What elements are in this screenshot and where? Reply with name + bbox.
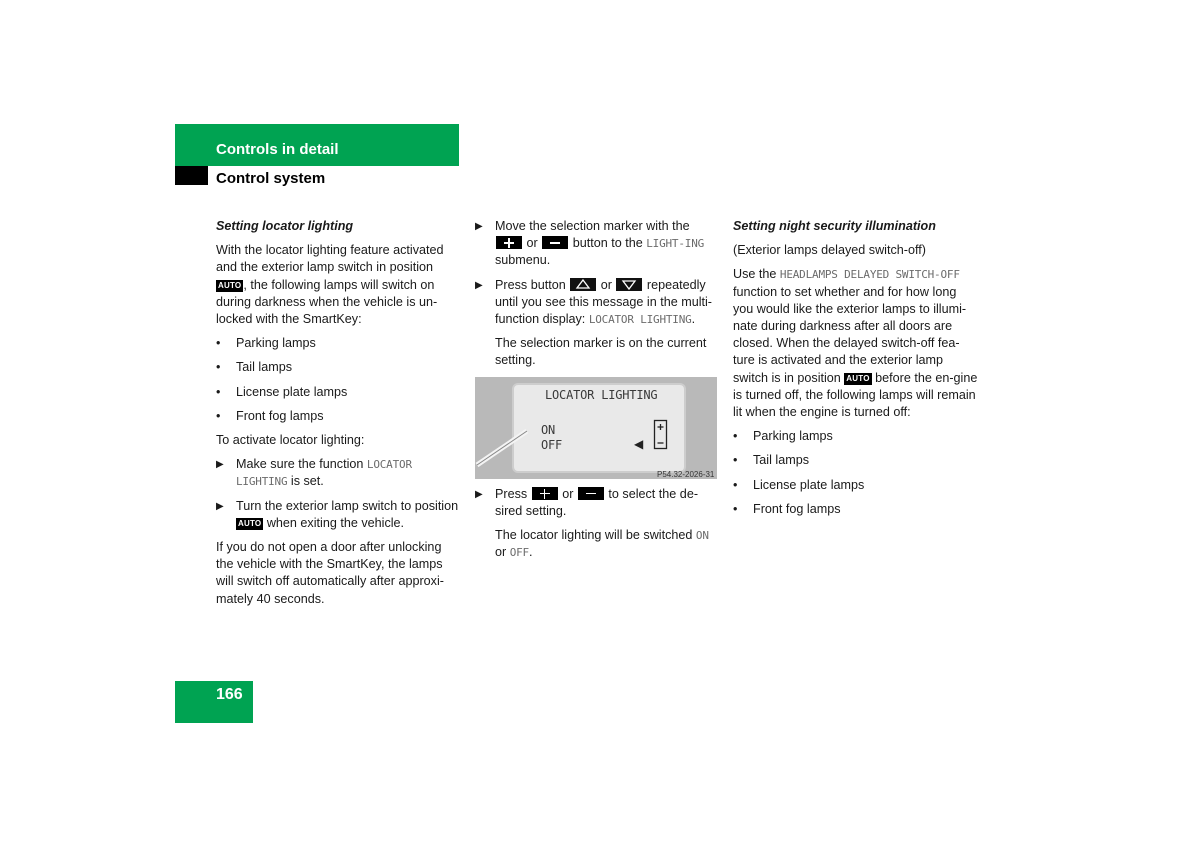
body-paragraph: Use the HEADLAMPS DELAYED SWITCH-OFF function to set whether and for how long you would like the exterior lamps to illumi-nate during darkness after all doors are closed. When the delayed switch-off fea-ture is activated and the exterior lamp switch is in position AUTO before the en-gine is turned off, the following lamps will remain lit when the engine is turned off: bbox=[733, 267, 978, 420]
list-item: • Tail lamps bbox=[216, 360, 292, 375]
display-option-off: OFF bbox=[541, 437, 563, 452]
auto-icon: AUTO bbox=[218, 280, 242, 290]
header-tab-marker bbox=[175, 166, 208, 185]
list-item: • License plate lamps bbox=[733, 477, 865, 492]
list-item: • Parking lamps bbox=[733, 429, 833, 444]
result-paragraph: The locator lighting will be switched ON or OFF. bbox=[495, 528, 709, 560]
list-item: • Front fog lamps bbox=[216, 408, 324, 423]
section-subtitle: Control system bbox=[216, 170, 326, 187]
heading-locator-lighting: Setting locator lighting bbox=[216, 219, 354, 233]
scroll-indicator-icon bbox=[653, 419, 669, 451]
list-item: • License plate lamps bbox=[216, 384, 348, 399]
up-button-icon bbox=[570, 278, 596, 291]
auto-icon: AUTO bbox=[238, 518, 262, 528]
display-option-on: ON bbox=[541, 422, 556, 437]
selection-marker-icon: ◀ bbox=[634, 436, 644, 451]
triangle-bullet-icon: ▶ bbox=[216, 459, 224, 471]
minus-button-icon bbox=[578, 487, 604, 500]
activate-label: To activate locator lighting: bbox=[216, 433, 365, 448]
pointer-stick-icon bbox=[475, 425, 531, 469]
triangle-bullet-icon: ▶ bbox=[475, 279, 483, 291]
column-1 bbox=[216, 218, 459, 615]
subheading: (Exterior lamps delayed switch-off) bbox=[733, 243, 926, 258]
plus-button-icon bbox=[496, 236, 522, 249]
section-title: Controls in detail bbox=[216, 141, 339, 158]
triangle-bullet-icon: ▶ bbox=[475, 488, 483, 500]
step-item: ▶ Press or to select the de-sired setting. bbox=[475, 486, 699, 518]
minus-button-icon bbox=[542, 236, 568, 249]
outro-paragraph: If you do not open a door after unlocking the vehicle with the SmartKey, the lamps will switch off automatically after approxi-mately 40 seconds. bbox=[216, 540, 444, 606]
auto-icon: AUTO bbox=[846, 373, 870, 383]
list-item: • Tail lamps bbox=[733, 453, 809, 468]
intro-text-2: , the following lamps will switch on during darkness when the vehicle is un-locked with the SmartKey: bbox=[216, 277, 438, 327]
column-3 bbox=[733, 218, 978, 525]
step-item: ▶ Move the selection marker with the or button to the LIGHT-ING submenu. bbox=[475, 219, 705, 268]
marker-note: The selection marker is on the current setting. bbox=[495, 336, 707, 368]
display-title: LOCATOR LIGHTING bbox=[545, 387, 658, 402]
heading-night-security: Setting night security illumination bbox=[733, 219, 936, 233]
multifunction-display-figure bbox=[475, 377, 717, 479]
page-number: 166 bbox=[216, 686, 243, 703]
step-item: ▶ Make sure the function LOCATOR LIGHTING is set. bbox=[216, 457, 412, 489]
list-item: • Parking lamps bbox=[216, 336, 316, 351]
figure-reference: P54.32-2026-31 bbox=[657, 469, 715, 479]
column-2 bbox=[475, 218, 718, 568]
down-button-icon bbox=[616, 278, 642, 291]
step-item: ▶ Turn the exterior lamp switch to position AUTO when exiting the vehicle. bbox=[216, 498, 459, 530]
triangle-bullet-icon: ▶ bbox=[475, 221, 483, 232]
list-item: • Front fog lamps bbox=[733, 501, 841, 516]
plus-button-icon bbox=[532, 487, 558, 500]
step-item: ▶ Press button or repeatedly until you see this message in the multi-function display: LOCATOR LIGHTING. bbox=[475, 277, 712, 327]
intro-paragraph bbox=[216, 242, 459, 328]
intro-text-1: With the locator lighting feature activated and the exterior lamp switch in position bbox=[216, 243, 444, 275]
triangle-bullet-icon: ▶ bbox=[216, 500, 224, 512]
